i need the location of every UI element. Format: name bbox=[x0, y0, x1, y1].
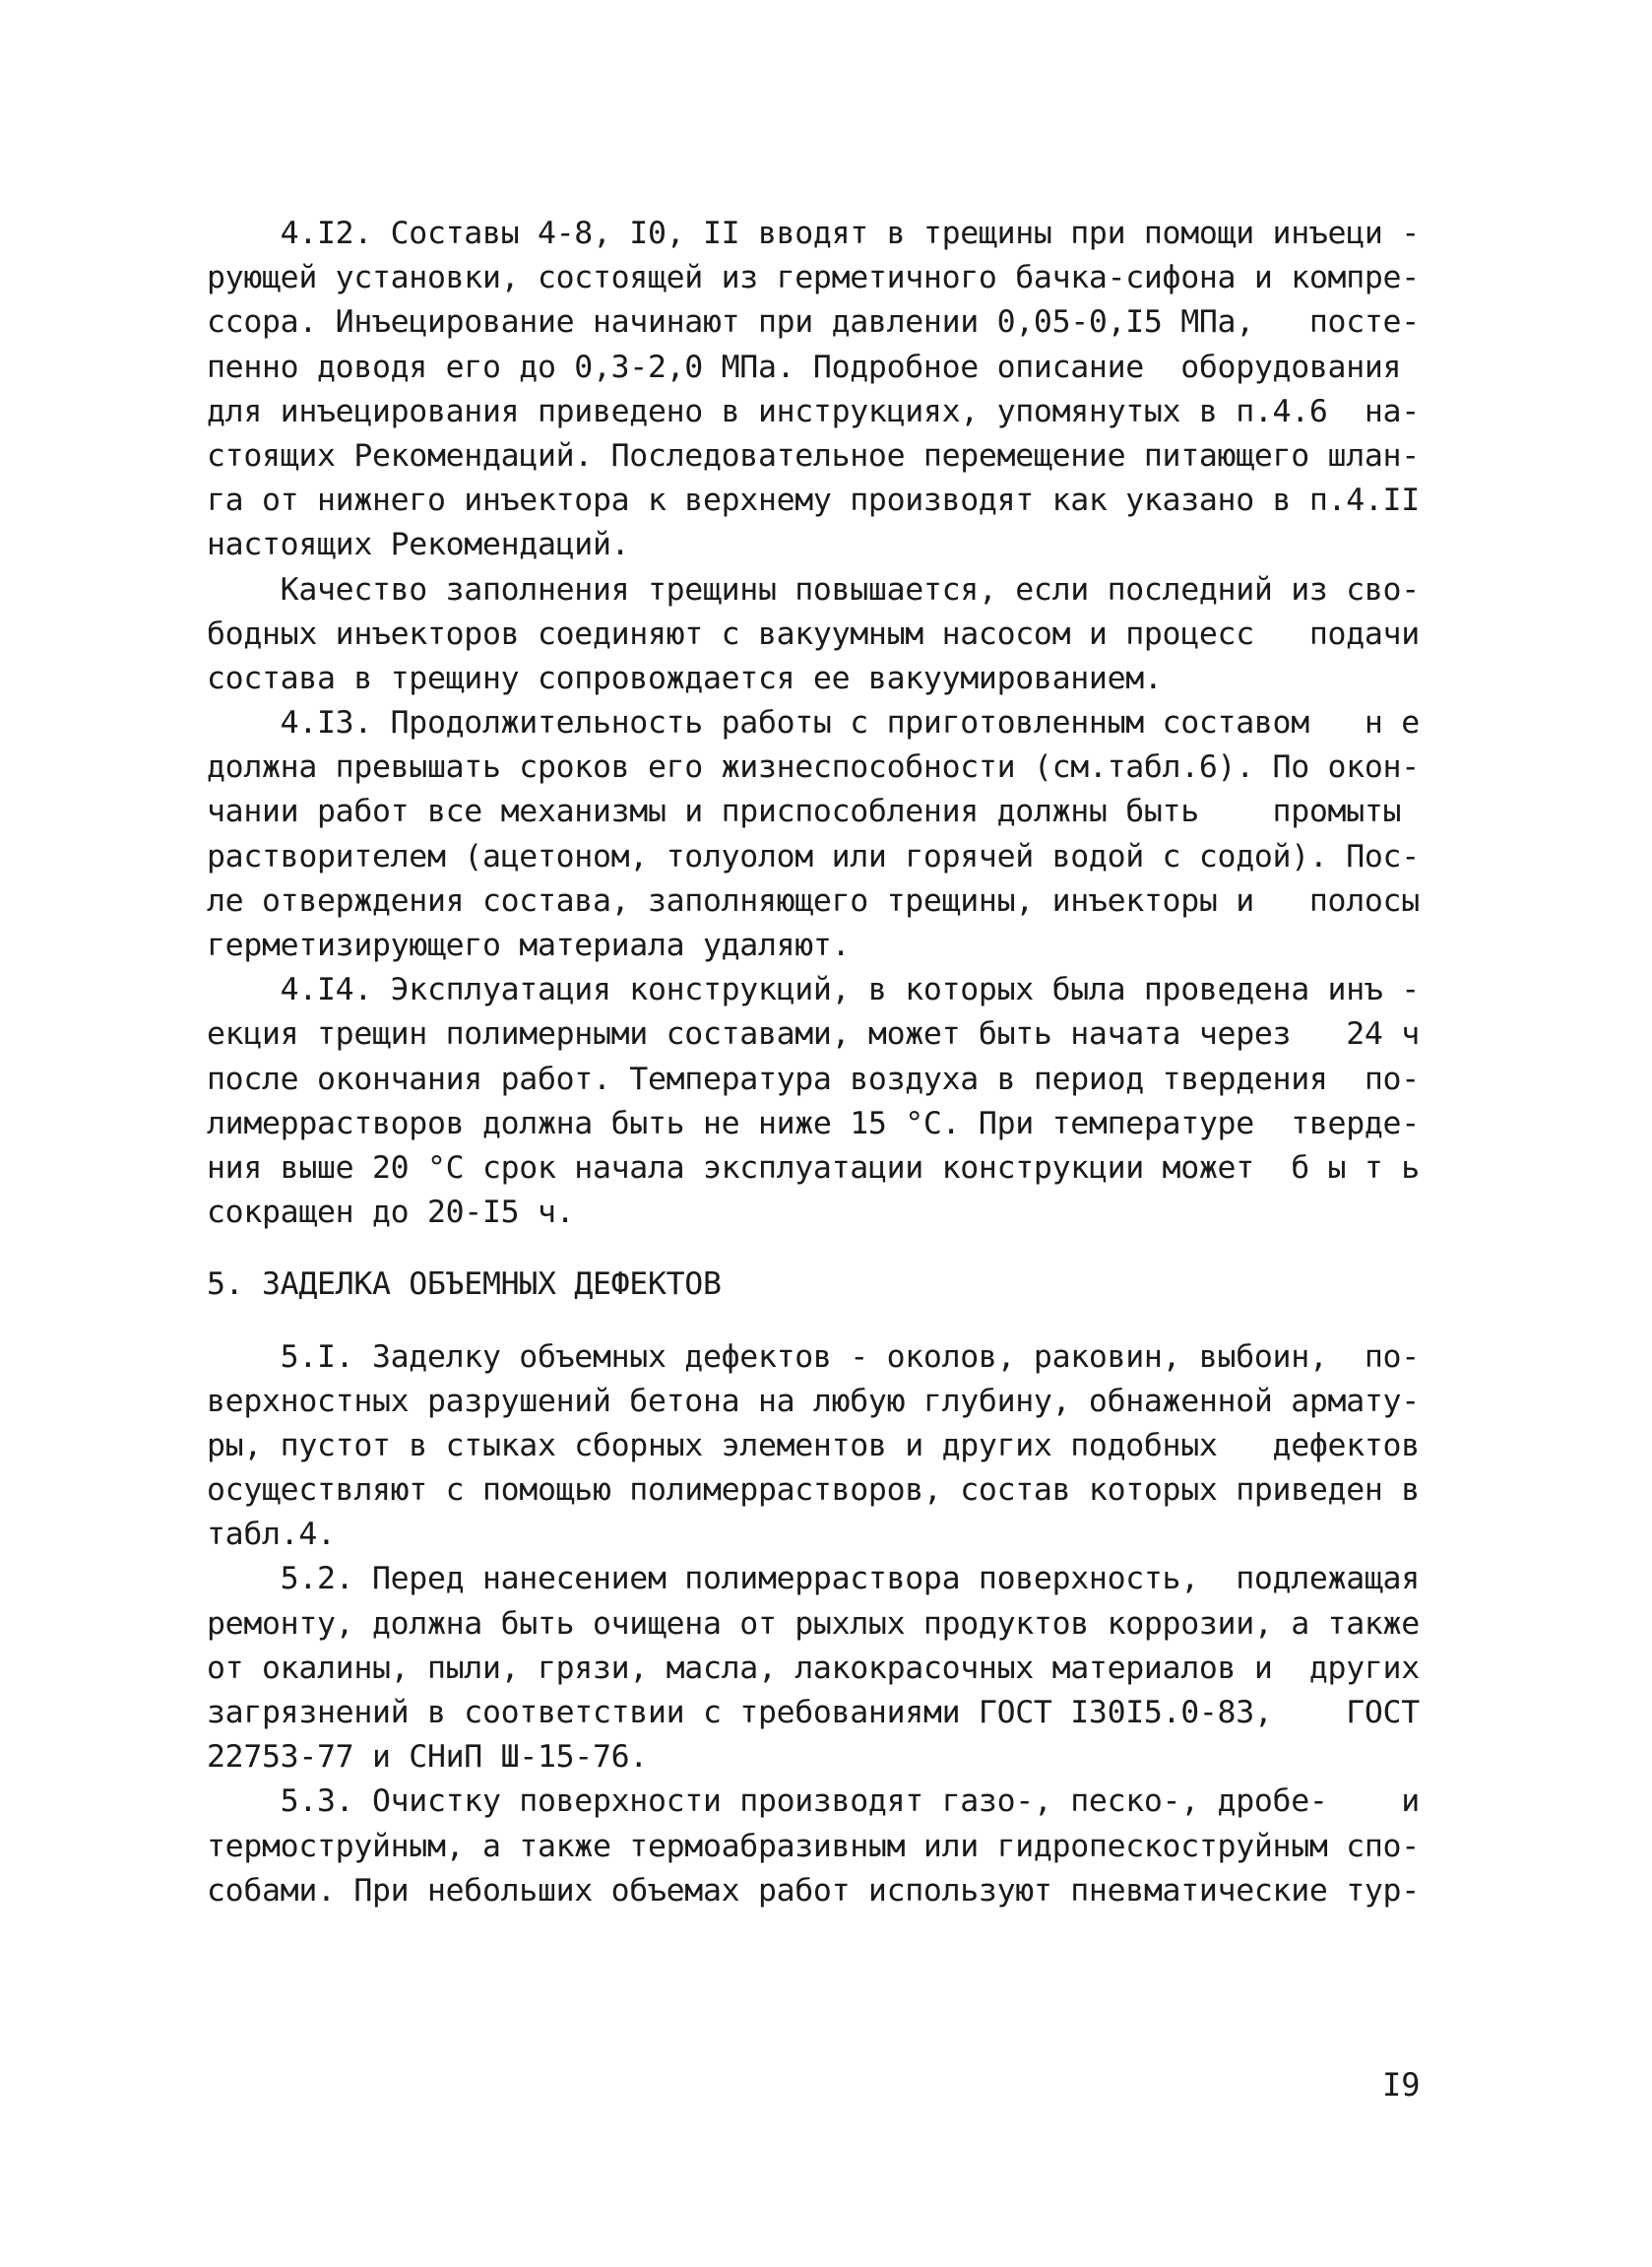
text-line: стоящих Рекомендаций. Последовательное перемещение питающего шлан- bbox=[207, 437, 1420, 474]
text-line: лимеррастворов должна быть не ниже 15 °С. При температуре тверде- bbox=[207, 1105, 1420, 1141]
text-line: настоящих Рекомендаций. bbox=[207, 527, 630, 563]
text-line: бодных инъекторов соединяют с вакуумным насосом и процесс подачи bbox=[207, 615, 1420, 652]
text-line: 5.I. Заделку объемных дефектов - околов, раковин, выбоин, по- bbox=[207, 1338, 1420, 1375]
text-line: ле отверждения состава, заполняющего трещины, инъекторы и полосы bbox=[207, 882, 1420, 919]
text-line: после окончания работ. Температура воздуха в период твердения по- bbox=[207, 1061, 1420, 1097]
paragraph-5-3 bbox=[207, 1780, 1451, 1913]
text-line: пенно доводя его до 0,3-2,0 МПа. Подробное описание оборудования bbox=[207, 349, 1402, 385]
text-line: га от нижнего инъектора к верхнему производят как указано в п.4.II bbox=[207, 483, 1420, 519]
text-line: чании работ все механизмы и приспособления должны быть промыты bbox=[207, 794, 1402, 830]
text-line: от окалины, пыли, грязи, масла, лакокрасочных материалов и других bbox=[207, 1650, 1420, 1686]
text-line: для инъецирования приведено в инструкциях, упомянутых в п.4.6 на- bbox=[207, 393, 1420, 429]
text-line: ремонту, должна быть очищена от рыхлых продуктов коррозии, а также bbox=[207, 1605, 1420, 1642]
paragraph-quality bbox=[207, 568, 1451, 702]
text-line: Качество заполнения трещины повышается, если последний из сво- bbox=[207, 571, 1420, 608]
body-text bbox=[207, 212, 1451, 1913]
spacer bbox=[207, 1235, 1451, 1263]
text-line: ссора. Инъецирование начинают при давлении 0,05-0,I5 МПа, посте- bbox=[207, 304, 1420, 341]
text-line: екция трещин полимерными составами, может быть начата через 24 ч bbox=[207, 1016, 1420, 1053]
text-line: 4.I4. Эксплуатация конструкций, в которых была проведена инъ - bbox=[207, 972, 1420, 1008]
text-line: ры, пустот в стыках сборных элементов и других подобных дефектов bbox=[207, 1427, 1420, 1463]
text-line: загрязнений в соответствии с требованиями ГОСТ I30I5.0-83, ГОСТ bbox=[207, 1695, 1420, 1730]
text-line: 5.3. Очистку поверхности производят газо-, песко-, дробе- и bbox=[207, 1783, 1420, 1820]
text-line: 22753-77 и СНиП Ш-15-76. bbox=[207, 1739, 648, 1776]
paragraph-4-12 bbox=[207, 212, 1451, 568]
text-line: сокращен до 20-I5 ч. bbox=[207, 1195, 575, 1231]
text-line: 4.I3. Продолжительность работы с приготовленным составом н е bbox=[207, 705, 1420, 742]
text-line: должна превышать сроков его жизнеспособности (см.табл.6). По окон- bbox=[207, 749, 1420, 786]
paragraph-5-2 bbox=[207, 1557, 1451, 1780]
paragraph-5-1 bbox=[207, 1335, 1451, 1558]
text-line: собами. При небольших объемах работ используют пневматические тур- bbox=[207, 1872, 1420, 1909]
text-line: верхностных разрушений бетона на любую глубину, обнаженной армату- bbox=[207, 1383, 1420, 1419]
text-line: осуществляют с помощью полимеррастворов, состав которых приведен в bbox=[207, 1472, 1420, 1509]
text-line: герметизирующего материала удаляют. bbox=[207, 928, 851, 963]
page-number: I9 bbox=[1382, 2066, 1421, 2104]
paragraph-4-14 bbox=[207, 968, 1451, 1235]
text-line: ния выше 20 °С срок начала эксплуатации конструкции может б ы т ь bbox=[207, 1149, 1420, 1186]
text-line: табл.4. bbox=[207, 1517, 336, 1553]
text-line: 4.I2. Составы 4-8, I0, II вводят в трещины при помощи инъеци - bbox=[207, 216, 1420, 251]
text-line: рующей установки, состоящей из герметичного бачка-сифона и компре- bbox=[207, 260, 1420, 296]
section-heading: 5. ЗАДЕЛКА ОБЪЕМНЫХ ДЕФЕКТОВ bbox=[207, 1266, 722, 1303]
text-line: состава в трещину сопровождается ее вакуумированием. bbox=[207, 660, 1163, 696]
text-line: термоструйным, а также термоабразивным или гидропескоструйным спо- bbox=[207, 1828, 1420, 1864]
paragraph-4-13 bbox=[207, 701, 1451, 968]
text-line: растворителем (ацетоном, толуолом или горячей водой с содой). Пос- bbox=[207, 838, 1420, 874]
text-line: 5.2. Перед нанесением полимерраствора поверхность, подлежащая bbox=[207, 1561, 1420, 1597]
spacer bbox=[207, 1308, 1451, 1335]
